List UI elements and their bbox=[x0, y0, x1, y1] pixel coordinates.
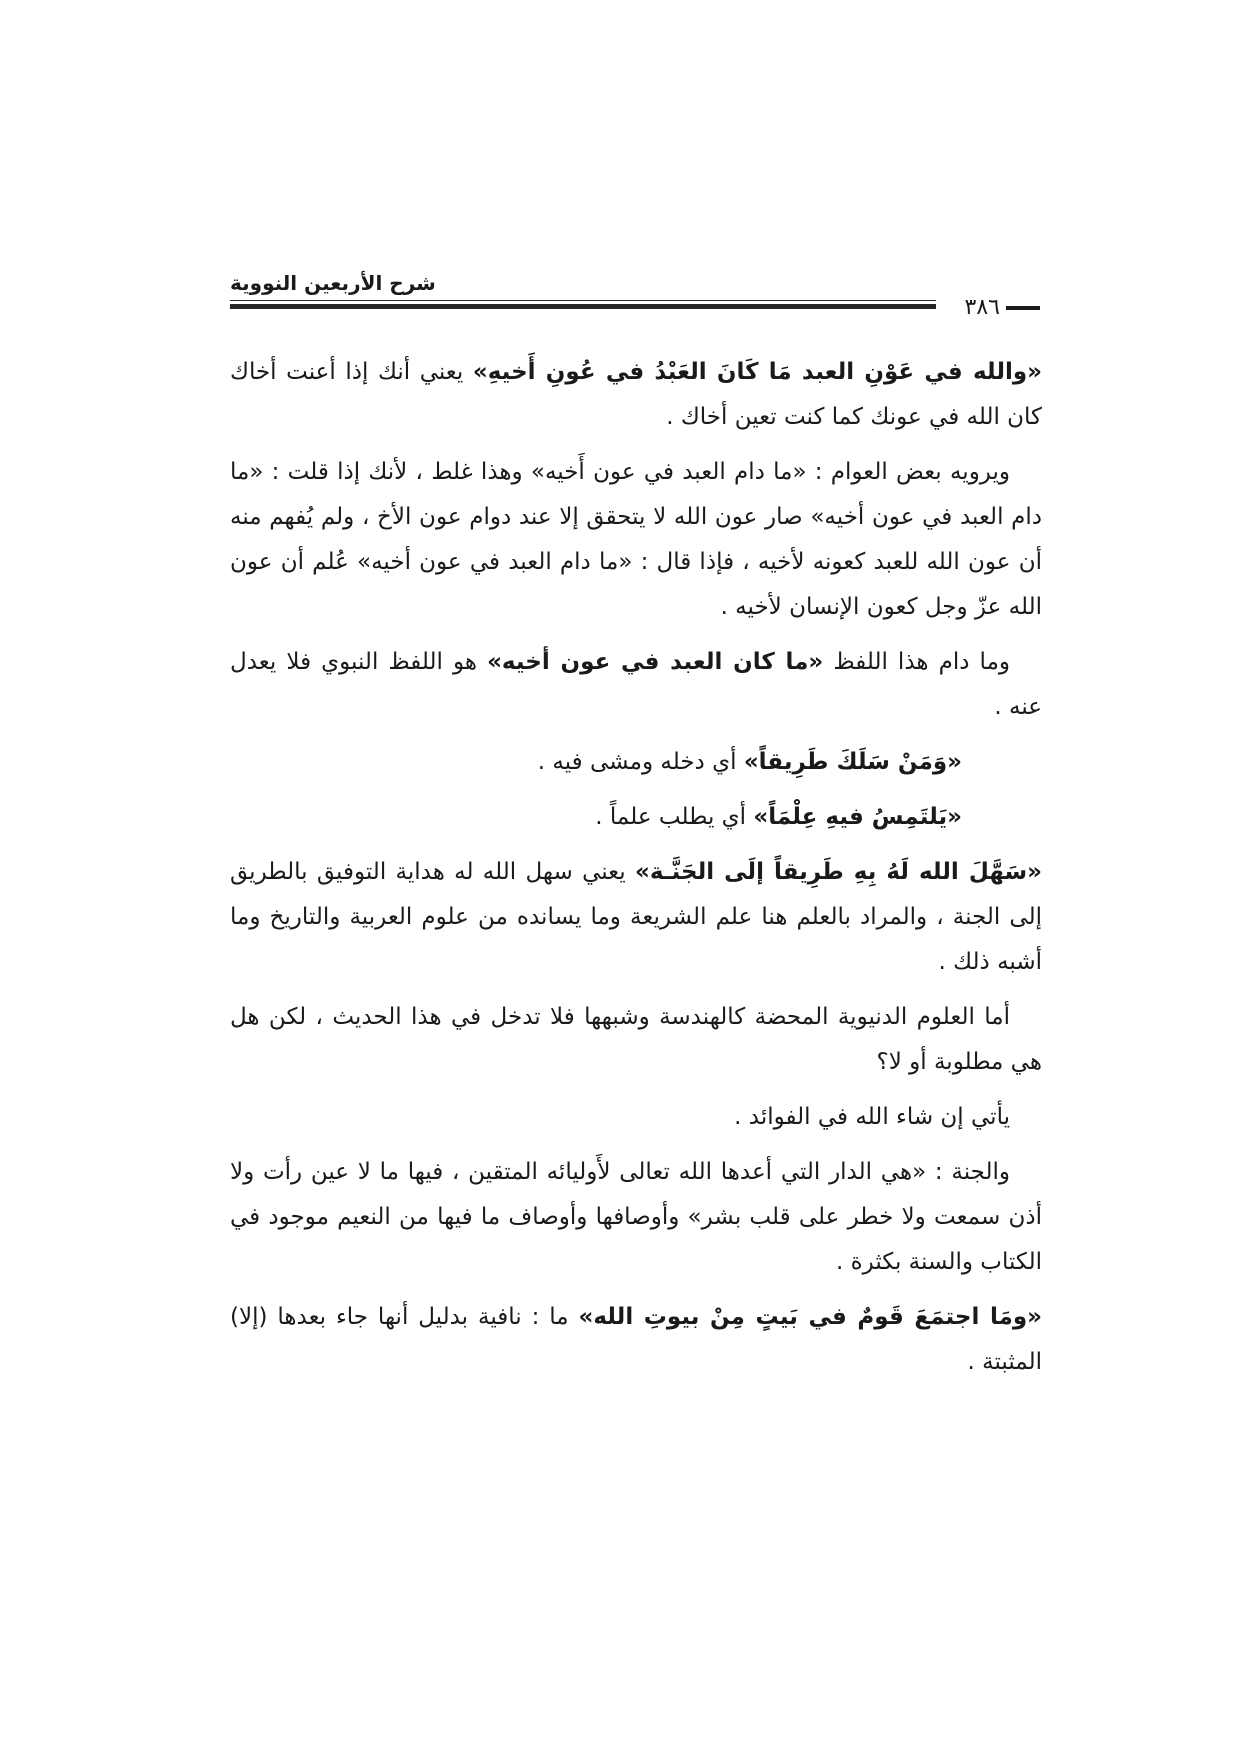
commentary-text: يأتي إن شاء الله في الفوائد . bbox=[734, 1104, 1010, 1130]
paragraph-8 bbox=[230, 1095, 1042, 1140]
paragraph-9 bbox=[230, 1150, 1042, 1285]
page-number-rule bbox=[1006, 306, 1040, 310]
paragraph-2 bbox=[230, 450, 1042, 630]
paragraph-7 bbox=[230, 995, 1042, 1085]
paragraph-5 bbox=[230, 795, 1042, 840]
commentary-text-after: هو اللفظ النبوي فلا يعدل عنه . bbox=[230, 649, 1042, 720]
paragraph-4 bbox=[230, 740, 1042, 785]
hadith-quote: «ومَا اجتمَعَ قَومٌ في بَيتٍ مِنْ بيوتِ الله» bbox=[578, 1304, 1042, 1330]
commentary-text: أما العلوم الدنيوية المحضة كالهندسة وشبهها فلا تدخل في هذا الحديث ، لكن هل هي مطلوبة أو لا؟ bbox=[230, 1004, 1042, 1075]
header-rule-thick bbox=[230, 304, 936, 309]
hadith-quote: «وَمَنْ سَلَكَ طَرِيقاً» bbox=[743, 749, 962, 775]
hadith-quote: «سَهَّلَ الله لَهُ بِهِ طَرِيقاً إلَى الجَنَّـة» bbox=[635, 859, 1043, 885]
page-number: ٣٨٦ bbox=[964, 295, 1000, 320]
running-title: شرح الأربعين النووية bbox=[230, 271, 436, 295]
hadith-quote: «يَلتَمِسُ فيهِ عِلْمَاً» bbox=[753, 804, 962, 830]
commentary-text: أي دخله ومشى فيه . bbox=[537, 749, 744, 775]
page-header bbox=[230, 270, 1040, 322]
body-text bbox=[230, 350, 1042, 1395]
commentary-text: أي يطلب علماً . bbox=[595, 804, 754, 830]
commentary-text-before: وما دام هذا اللفظ bbox=[823, 649, 1010, 675]
paragraph-3 bbox=[230, 640, 1042, 730]
commentary-text: ما : نافية بدليل أنها جاء بعدها (إلا) المثبتة . bbox=[230, 1304, 1042, 1375]
commentary-text: يعني سهل الله له هداية التوفيق بالطريق إلى الجنة ، والمراد بالعلم هنا علم الشريعة وما يسانده من علوم العربية والتاريخ وما أشبه ذلك . bbox=[230, 859, 1042, 975]
hadith-quote: «والله في عَوْنِ العبد مَا كَانَ العَبْدُ في عُونِ أَخيهِ» bbox=[472, 359, 1042, 385]
commentary-text: يعني أنك إذا أعنت أخاك كان الله في عونك كما كنت تعين أخاك . bbox=[230, 359, 1042, 430]
paragraph-1 bbox=[230, 350, 1042, 440]
commentary-text: ويرويه بعض العوام : «ما دام العبد في عون أَخيه» وهذا غلط ، لأنك إذا قلت : «ما دام العبد في عون أخيه» صار عون الله لا يتحقق إلا عند دوام عون الأخ ، ولم يُفهم منه أن عون الله للعبد كعونه لأخيه ، فإذا قال : «ما دام العبد في عون أخيه» عُلم أن عون الله عزّ وجل كعون الإنسان لأخيه . bbox=[230, 459, 1042, 620]
paragraph-10 bbox=[230, 1295, 1042, 1385]
commentary-text: والجنة : «هي الدار التي أعدها الله تعالى لأَوليائه المتقين ، فيها ما لا عين رأت ولا أذن سمعت ولا خطر على قلب بشر» وأوصافها وأوصاف ما فيها من النعيم موجود في الكتاب والسنة بكثرة . bbox=[230, 1159, 1042, 1275]
hadith-quote-inline: «ما كان العبد في عون أخيه» bbox=[487, 649, 824, 675]
header-rule-thin bbox=[230, 300, 936, 301]
paragraph-6 bbox=[230, 850, 1042, 985]
